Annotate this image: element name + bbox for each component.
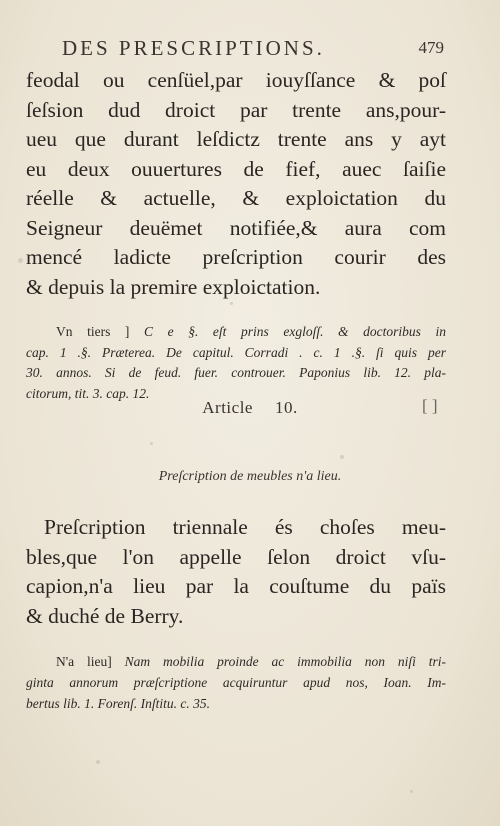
article-label: Article — [202, 398, 253, 417]
paper-fleck — [340, 455, 344, 459]
running-head: DES PRESCRIPTIONS. — [62, 36, 325, 60]
annotation-lemma: N'a lieu] — [56, 654, 112, 669]
article-bracket: [ ] — [422, 396, 438, 415]
page-header — [62, 36, 442, 64]
text-line: ſeſsion dud droict par trente ans,pour- — [26, 97, 446, 122]
text-line: bles,que l'on appelle ſelon droict vſu- — [26, 544, 446, 569]
annotation-line: 30. annos. Si de feud. fuer. controuer. Paponius lib. 12. pla- — [26, 365, 446, 380]
paragraph-prescription-triennale — [26, 513, 446, 631]
annotation-line — [26, 651, 446, 672]
annotation-vn-tiers — [26, 322, 446, 404]
annotation-line — [26, 322, 446, 343]
paragraph-prescription-feodal — [26, 66, 446, 302]
annotation-line: cap. 1 .§. Præterea. De capitul. Corradi . c. 1 .§. ſi quis per — [26, 344, 446, 360]
text-line: réelle & actuelle, & exploictation du — [26, 186, 446, 210]
annotation-na-lieu — [26, 651, 446, 714]
text-line: & depuis la premire exploictation. — [26, 274, 321, 299]
article-number: 10. — [274, 398, 298, 417]
article-summary: Preſcription de meubles n'a lieu. — [158, 469, 342, 484]
annotation-line: citorum, tit. 3. cap. 12. — [26, 385, 150, 401]
text-line: capion,n'a lieu par la couſtume du païs — [26, 574, 446, 598]
text-line: Preſcription triennale és choſes meu- — [44, 515, 446, 539]
paper-fleck — [96, 760, 100, 764]
annotation-line: bertus lib. 1. Forenſ. Inſtitu. c. 35. — [26, 696, 210, 711]
paper-fleck — [18, 258, 23, 263]
annotation-lemma: Vn tiers ] — [56, 324, 130, 339]
paper-fleck — [230, 302, 233, 305]
annotation-text: Nam mobilia proinde ac immobilia non niſi tri- — [124, 654, 447, 669]
text-line: feodal ou cenſüel,par iouyſſance & poſ — [26, 68, 446, 92]
page-number: 479 — [418, 38, 444, 57]
text-line: & duché de Berry. — [26, 603, 184, 628]
paper-fleck — [150, 442, 153, 445]
text-line: Seigneur deuëmet notifiée,& aura com — [26, 215, 446, 240]
annotation-text: C e §. eſt prins exgloſſ. & doctoribus in — [144, 324, 446, 339]
paper-fleck — [410, 790, 413, 793]
annotation-line: ginta annorum præſcriptione acquiruntur apud nos, Ioan. Im- — [26, 675, 446, 690]
text-line: ueu que durant leſdictz trente ans y ayt — [26, 127, 446, 151]
text-line: eu deux ouuertures de fief, auec ſaiſie — [26, 156, 446, 181]
text-line: mencé ladicte preſcription courir des — [26, 245, 446, 269]
